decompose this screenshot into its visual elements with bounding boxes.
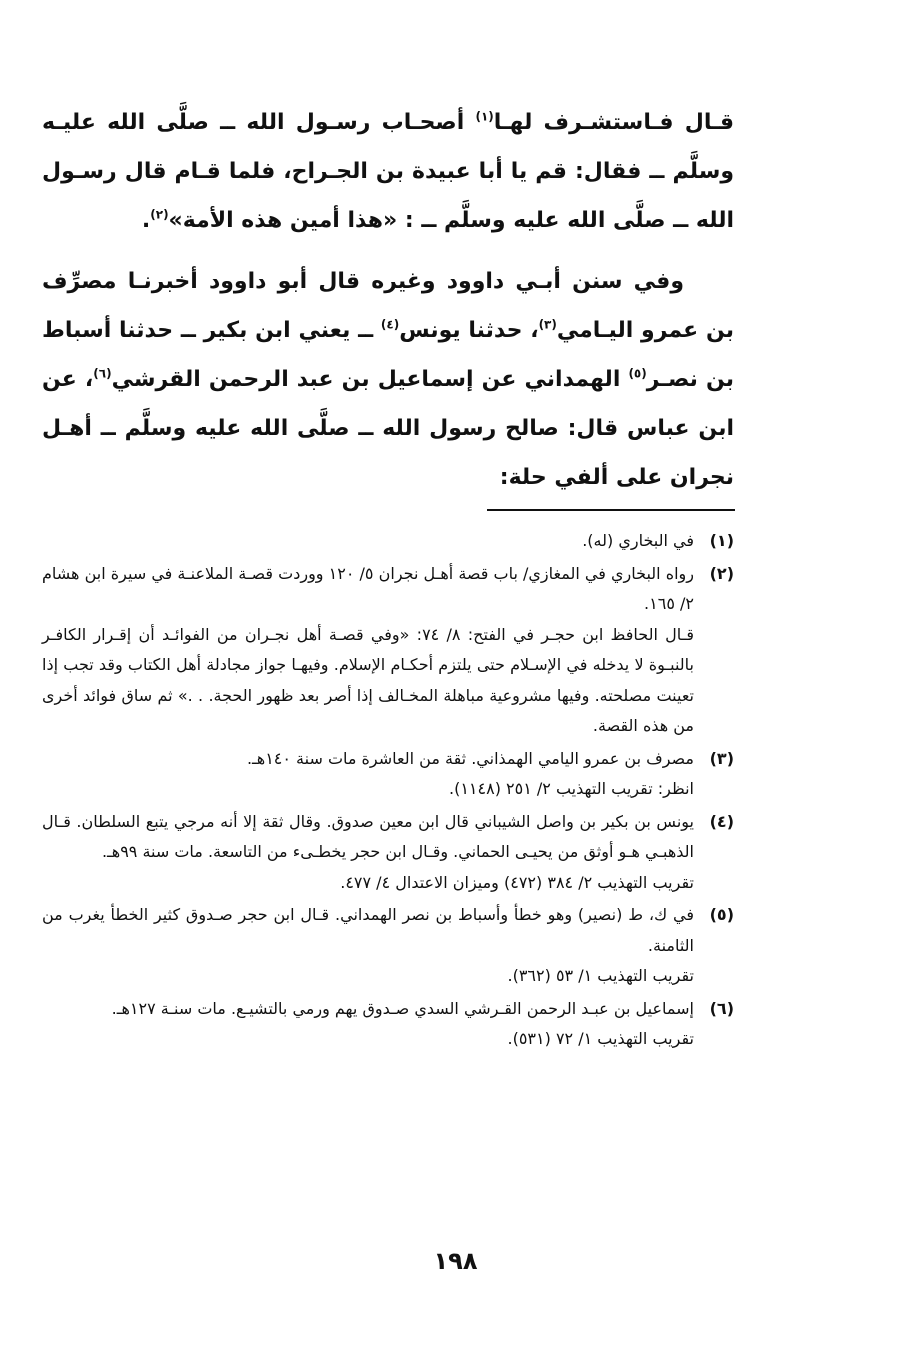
footnote-6	[42, 994, 734, 1055]
footnote-ref-2: (٢)	[150, 207, 169, 222]
main-text	[42, 98, 734, 514]
footnote-number: (٣)	[709, 748, 734, 768]
footnote-number: (٤)	[709, 811, 734, 831]
footnote-ref-6: (٦)	[93, 366, 112, 381]
footnote-number: (٢)	[709, 563, 734, 583]
page-number: ١٩٨	[433, 1247, 478, 1275]
footnote-4	[42, 807, 734, 899]
footnote-3	[42, 744, 734, 805]
footnote-ref-5: (٥)	[628, 366, 647, 381]
footnote-text: في ك، ط (نصير) وهو خطأ وأسباط بن نصر الهمداني. قـال ابن حجر صـدوق كثير الخطأ يغرب من الثامنة.	[42, 905, 694, 955]
footnote-ref-1: (١)	[475, 109, 494, 124]
footnote-number: (٥)	[709, 905, 734, 924]
footnote-text: رواه البخاري في المغازي/ باب قصة أهـل نجران ٥/ ١٢٠ ووردت قصـة الملاعنـة في سيرة ابن هشام ٢/ ١٦٥.	[42, 563, 694, 613]
footnote-2	[42, 559, 734, 742]
footnote-number: (١)	[709, 531, 734, 550]
footnote-5	[42, 900, 734, 992]
footnote-1	[42, 526, 734, 557]
footnote-number: (٦)	[709, 998, 734, 1018]
paragraph-1: قـال فـاستشـرف لهـا$^{(١)}$ أصحـاب رسـول الله ــ صلَّى الله عليـه وسلَّم ــ فقال: قم يا أبا عبيدة بن الجـراح، فلما قـام قال رسـول الله ــ صلَّى الله عليه وسلَّم ــ : «هذا أمين هذه الأمة»$^{(٢)}$.	[42, 109, 735, 233]
footnote-text: يونس بن بكير بن واصل الشيباني قال ابن معين صدوق. وقال ثقة إلا أنه مرجي يتبع السلطان. قـال الذهبـي هـو أوثق من يحيـى الحماني. وقـال ابن حجر يخطـىء من التاسعة. مات سنة ٩٩هـ.	[42, 811, 694, 861]
footnotes	[42, 526, 734, 1057]
footnote-text: تقريب التهذيب ١/ ٥٣ (٣٦٢).	[507, 966, 694, 985]
footnote-text: مصرف بن عمرو اليامي الهمذاني. ثقة من العاشرة مات سنة ١٤٠هـ.	[246, 748, 694, 768]
footnote-ref-3: (٣)	[538, 317, 557, 332]
footnote-text: إسماعيل بن عبـد الرحمن القـرشي السدي صـدوق يهم ورمي بالتشيـع. مات سنـة ١٢٧هـ.	[111, 998, 694, 1018]
footnote-text: تقريب التهذيب ٢/ ٣٨٤ (٤٧٢) وميزان الاعتدال ٤/ ٤٧٧.	[340, 872, 694, 892]
footnote-separator	[487, 509, 735, 511]
footnote-text: تقريب التهذيب ١/ ٧٢ (٥٣١).	[507, 1029, 694, 1048]
footnote-text: في البخاري (له).	[582, 531, 694, 550]
footnote-text: انظر: تقريب التهذيب ٢/ ٢٥١ (١١٤٨).	[448, 779, 694, 798]
footnote-ref-4: (٤)	[380, 317, 400, 332]
paragraph-2: وفي سنن أبـي داوود وغيره قال أبو داوود أخبرنـا مصرِّف بن عمرو اليـامي$^{(٣)}$، حدثنا يونس$^{(٤)}$ ــ يعني ابن بكير ــ حدثنا أسباط بن نصـر$^{(٥)}$ الهمداني عن إسماعيل بن عبد الرحمن القرشي$^{(٦)}$، عن ابن عباس قال: صالح رسول الله ــ صلَّى الله عليه وسلَّم ــ أهـل نجران على ألفي حلة:	[42, 269, 735, 490]
footnote-text: قـال الحافظ ابن حجـر في الفتح: ٨/ ٧٤: «وفي قصـة أهل نجـران من الفوائـد أن إقـرار الكافـر بالنبـوة لا يدخله في الإسـلام حتى يلتزم أحكـام الإسلام. وفيهـا جواز مجادلة أهل الكتاب وقد تجب إذا تعينت مصلحته. وفيها مشروعية مباهلة المخـالف إذا أصر بعد ظهور الحجة. . .» ثم ساق فوائد أخرى من هذه القصة.	[42, 624, 695, 735]
